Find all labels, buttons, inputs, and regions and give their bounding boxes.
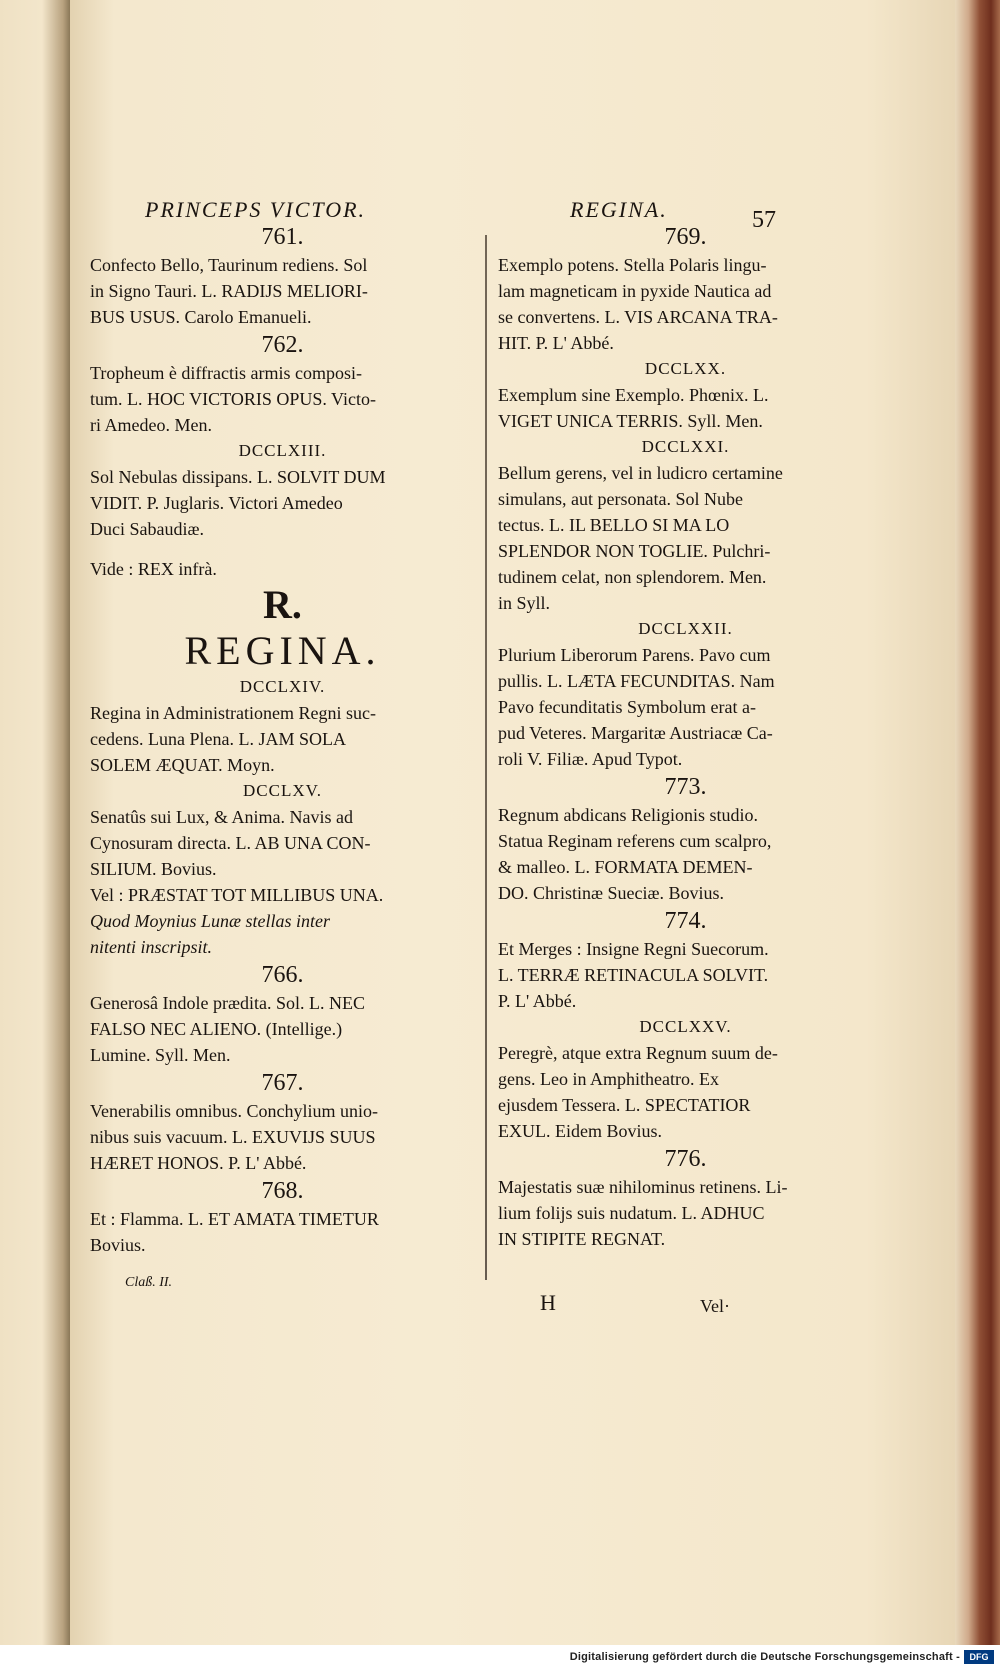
entry-776 [498,1144,873,1252]
entry-line: EXUL. Eidem Bovius. [498,1121,662,1141]
entry-number: 766. [261,962,304,988]
entry-line: Et Merges : Insigne Regni Suecorum. [498,939,769,959]
entry-line: VIDIT. P. Juglaris. Victori Amedeo [90,493,343,513]
entry-line: VIGET UNICA TERRIS. Syll. Men. [498,411,763,431]
entry-number: 767. [261,1070,304,1096]
entry-line: BUS USUS. Carolo Emanueli. [90,307,312,327]
signature-letter: H [540,1290,556,1315]
entry-line: SILIUM. Bovius. [90,859,217,879]
entry-line: Exemplum sine Exemplo. Phœnix. L. [498,385,769,405]
entry-line: Vel : PRÆSTAT TOT MILLIBUS UNA. [90,885,384,905]
entry-line: Peregrè, atque extra Regnum suum de- [498,1043,778,1063]
entry-line: lium folijs suis nudatum. L. ADHUC [498,1203,765,1223]
entry-line: P. L' Abbé. [498,991,577,1011]
entry-line: Sol Nebulas dissipans. L. SOLVIT DUM [90,467,386,487]
entry-762 [90,330,475,438]
signature-mark: Claß. II. [125,1275,173,1290]
entry-774 [498,906,873,1014]
entry-number: 774. [664,908,707,934]
book-cover-edge [955,0,1000,1645]
entry-number: DCCLXIII. [238,441,327,460]
entry-line: Quod Moynius Lunæ stellas inter [90,911,331,931]
right-column [498,222,873,1252]
entry-line: pullis. L. LÆTA FECUNDITAS. Nam [498,671,775,691]
entry-line: Lumine. Syll. Men. [90,1045,231,1065]
entry-line: lam magneticam in pyxide Nautica ad [498,281,772,301]
funding-credit: Digitalisierung gefördert durch die Deutsche Forschungsgemeinschaft - [569,1651,960,1663]
entry-line: Cynosuram directa. L. AB UNA CON- [90,833,371,853]
entry-number: 768. [261,1178,304,1204]
entry-770 [498,356,873,434]
entry-line: Confecto Bello, Taurinum rediens. Sol [90,255,368,275]
entry-line: IN STIPITE REGNAT. [498,1229,666,1249]
entry-line: Bovius. [90,1235,146,1255]
entry-line: ri Amedeo. Men. [90,415,212,435]
entry-line: Pavo fecunditatis Symbolum erat a- [498,697,756,717]
entry-line: & malleo. L. FORMATA DEMEN- [498,857,753,877]
entry-763 [90,438,475,542]
entry-line: HIT. P. L' Abbé. [498,333,614,353]
entry-number: DCCLXV. [243,781,322,800]
entry-line: Venerabilis omnibus. Conchylium unio- [90,1101,378,1121]
entry-line: cedens. Luna Plena. L. JAM SOLA [90,729,346,749]
entry-761 [90,222,475,330]
entry-772 [498,616,873,772]
entry-773 [498,772,873,906]
left-column [90,222,475,1258]
entry-line: tectus. L. IL BELLO SI MA LO [498,515,730,535]
entry-line: tum. L. HOC VICTORIS OPUS. Victo- [90,389,376,409]
running-header-left: PRINCEPS VICTOR. [145,197,367,222]
entry-number: 769. [664,224,707,250]
entry-line: nitenti inscripsit. [90,937,213,957]
entry-line: Statua Reginam referens cum scalpro, [498,831,772,851]
entry-number: DCCLXIV. [239,677,326,696]
entry-line: FALSO NEC ALIENO. (Intellige.) [90,1019,343,1039]
entry-line: DO. Christinæ Sueciæ. Bovius. [498,883,725,903]
dfg-logo: DFG [964,1650,994,1664]
entry-number: DCCLXXI. [641,437,730,456]
entry-line: Et : Flamma. L. ET AMATA TIMETUR [90,1209,379,1229]
column-divider [485,235,487,1280]
entry-767 [90,1068,475,1176]
entry-775 [498,1014,873,1144]
section-title: REGINA. [184,628,381,673]
entry-line: SPLENDOR NON TOGLIE. Pulchri- [498,541,771,561]
page-number: 57 [752,207,776,233]
entry-line: Tropheum è diffractis armis composi- [90,363,362,383]
entry-line: simulans, aut personata. Sol Nube [498,489,743,509]
cross-reference: Vide : REX infrà. [90,559,217,579]
entry-line: in Signo Tauri. L. RADIJS MELIORI- [90,281,368,301]
running-header-right: REGINA. [570,197,668,222]
entry-line: SOLEM ÆQUAT. Moyn. [90,755,275,775]
entry-line: Regina in Administrationem Regni suc- [90,703,376,723]
entry-line: Senatûs sui Lux, & Anima. Navis ad [90,807,353,827]
entry-number: DCCLXX. [644,359,727,378]
entry-line: HÆRET HONOS. P. L' Abbé. [90,1153,307,1173]
entry-number: DCCLXXV. [639,1017,732,1036]
entry-765 [90,778,475,960]
entry-line: Generosâ Indole prædita. Sol. L. NEC [90,993,365,1013]
entry-line: Duci Sabaudiæ. [90,519,204,539]
entry-number: 762. [261,332,304,358]
entry-line: nibus suis vacuum. L. EXUVIJS SUUS [90,1127,376,1147]
entry-line: Bellum gerens, vel in ludicro certamine [498,463,783,483]
entry-769 [498,222,873,356]
entry-number: 773. [664,774,707,800]
entry-771 [498,434,873,616]
entry-768 [90,1176,475,1258]
entry-line: Majestatis suæ nihilominus retinens. Li- [498,1177,788,1197]
entry-line: Plurium Liberorum Parens. Pavo cum [498,645,771,665]
entry-766 [90,960,475,1068]
entry-line: Regnum abdicans Religionis studio. [498,805,758,825]
entry-number: DCCLXXII. [638,619,733,638]
entry-line: in Syll. [498,593,551,613]
book-page [70,0,955,1645]
entry-number: 761. [261,224,304,250]
entry-line: Exemplo potens. Stella Polaris lingu- [498,255,767,275]
entry-764 [90,674,475,778]
section-letter: R. [263,582,302,627]
digitization-footer [0,1645,1000,1670]
entry-line: L. TERRÆ RETINACULA SOLVIT. [498,965,769,985]
entry-line: ejusdem Tessera. L. SPECTATIOR [498,1095,751,1115]
entry-number: 776. [664,1146,707,1172]
entry-line: tudinem celat, non splendorem. Men. [498,567,767,587]
entry-line: pud Veteres. Margaritæ Austriacæ Ca- [498,723,773,743]
entry-line: roli V. Filiæ. Apud Typot. [498,749,683,769]
entry-line: gens. Leo in Amphitheatro. Ex [498,1069,719,1089]
catchword: Vel· [700,1296,730,1316]
entry-line: se convertens. L. VIS ARCANA TRA- [498,307,778,327]
facing-page-edge [0,0,70,1645]
